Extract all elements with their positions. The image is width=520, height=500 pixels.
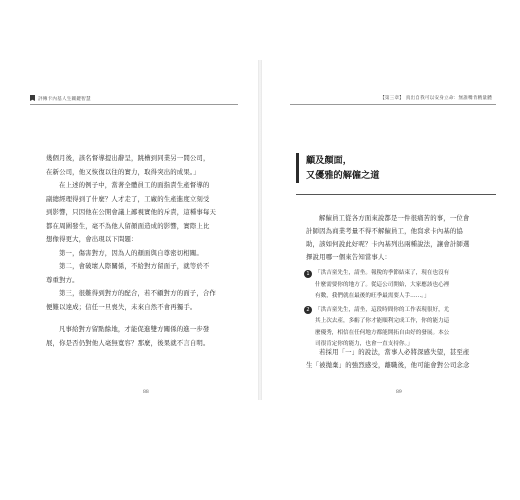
paragraph-line: 便難以達成；信任一旦喪失，未來自然不會再獨手。 xyxy=(46,302,197,311)
paragraph-line: 生「被拋棄」的強烈感受，離職後，他可能會對公司念念 xyxy=(306,361,470,369)
number-badge-icon: 1 xyxy=(304,270,312,278)
left-header-rule xyxy=(30,104,238,105)
quote-line: 司很肯定你的能力，也會一直支持你。」 xyxy=(315,341,413,347)
paragraph-line: 計師因為商業考量不得不解僱員工，他寫求卡內基的協 xyxy=(306,227,463,235)
quote-line: 有數，我們就在最後的旺季最需要人手……。」 xyxy=(315,293,430,299)
quote-list xyxy=(304,268,498,353)
section-heading xyxy=(296,153,496,183)
paragraph-line: 副總經理得到了什麼？人才走了，工廠的生產進度立刻受 xyxy=(46,194,210,203)
paragraph-line: 尊重對方。 xyxy=(46,275,79,284)
right-header-rule xyxy=(290,104,496,105)
paragraph-line: 第三，很難得到對方的配合，若不顧對方的面子，合作 xyxy=(59,289,216,297)
bookmark-icon xyxy=(30,95,35,101)
quote-line: 其上次去產，多虧了你才能順利完成工作，你的能力這 xyxy=(315,318,450,324)
paragraph-line: 到影響，只因他在公開會議上鄙視實他的斥責，這種事每天 xyxy=(46,208,217,216)
quote-line: 「洪吉童先生，請坐，這段時間你的工作表現很好，尤 xyxy=(315,306,450,313)
quote-text xyxy=(315,305,449,351)
paragraph-line: 在上述的例子中，當著全體員工的面指責生產督導的 xyxy=(59,181,210,189)
quote-text xyxy=(315,268,449,303)
paragraph-line: 幾個月後，該名督導提出辭呈，跳槽到同業另一間公司， xyxy=(46,154,210,162)
paragraph-line: 凡事給對方留點餘地，才能促進雙方關係的進一步發 xyxy=(59,325,210,333)
right-page-number: 89 xyxy=(396,390,402,395)
quote-item xyxy=(304,268,498,303)
right-closing-text xyxy=(306,346,496,372)
paragraph-line: 助，該如何說此好呢？卡內基列出兩種說法，讓會計師選 xyxy=(306,240,470,248)
paragraph-line: 若採用「一」的說法，當事人必將深感失望，甚至產 xyxy=(319,348,470,356)
number-badge-icon: 2 xyxy=(304,306,312,314)
quote-line: 麼優秀，相信在任何地方都能開拓自由好的發展。本公 xyxy=(315,329,450,336)
paragraph-line: 想像得更大，會出現以下問題： xyxy=(46,235,138,243)
paragraph-line: 解僱員工從各方面來說都是一件很痛苦的事，一位會 xyxy=(319,214,470,222)
paragraph-line: 都在周圍發生，毫不為他人留顏面造成的影響，實際上比 xyxy=(46,221,210,230)
paragraph-gap xyxy=(46,314,242,323)
left-running-header-text: 評傳卡內基人生關鍵智慧 xyxy=(38,97,91,102)
paragraph-line: 展，你是否仍對他人毫無寬容？那麼，後果就不言自明。 xyxy=(46,338,210,347)
paragraph-line: 第二，會破壞人際關係，不給對方留面子，就等於不 xyxy=(59,262,210,270)
quote-line: 「洪吉童先生，請坐。報稅的季節結束了，現在也沒有 xyxy=(315,270,450,276)
left-page-number: 88 xyxy=(143,390,149,395)
quote-item xyxy=(304,305,498,351)
paragraph-line: 擇說用哪一個來告知當事人： xyxy=(306,253,392,261)
paragraph-line: 第一，傷害對方，因為人的顏面與自尊密切相關。 xyxy=(59,248,203,257)
right-running-header: 【第三章】 真出自我可以安身立命：無誰嘴肯精量體 xyxy=(380,96,492,101)
right-intro-text xyxy=(306,212,496,264)
quote-line: 什麼需要你的地方了。從這公司開始，大家應該也心裡 xyxy=(315,281,450,288)
section-title-line-1: 顧及顏面， xyxy=(306,155,352,166)
section-title-line-2: 又優雅的解僱之道 xyxy=(306,170,380,181)
paragraph-line: 在新公司，他又恢復以往的實力，取得突出的成果。」 xyxy=(46,167,200,176)
left-body-text xyxy=(46,152,242,350)
section-rule xyxy=(296,194,496,195)
book-gutter xyxy=(258,60,262,400)
left-running-header xyxy=(30,95,91,102)
